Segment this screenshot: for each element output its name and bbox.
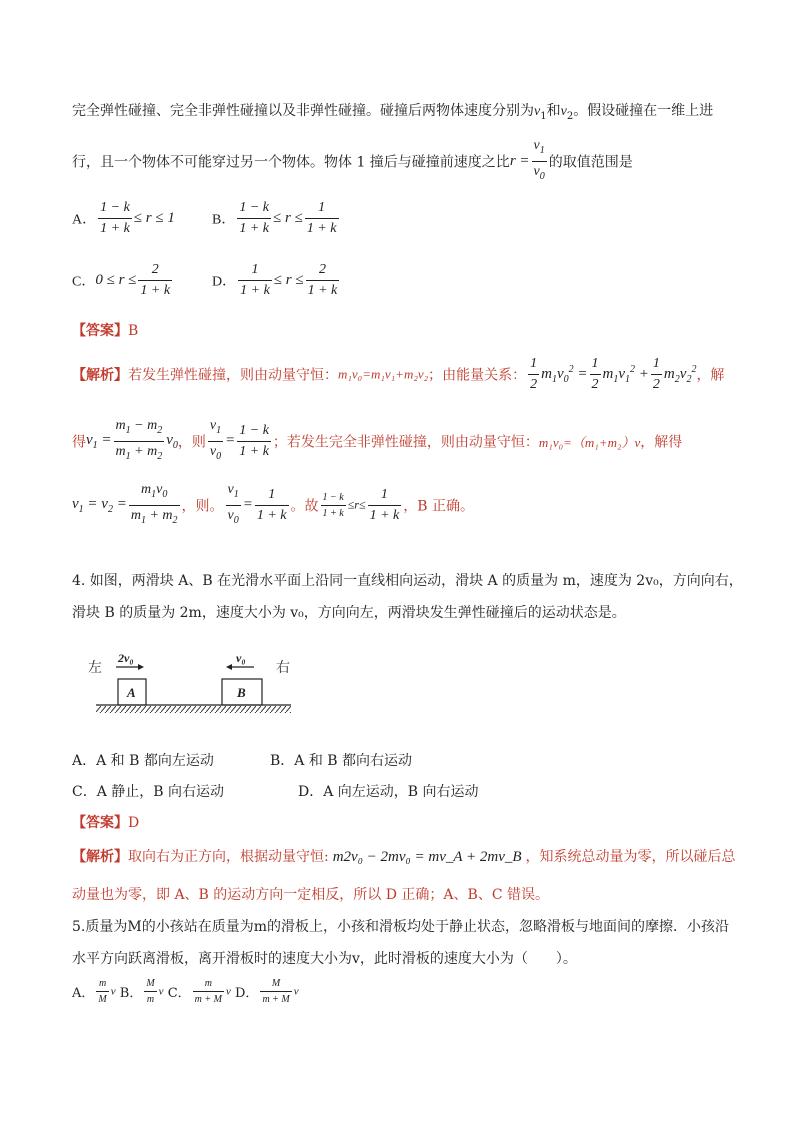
fig-right-label: 右 (276, 660, 290, 676)
q5-options (72, 978, 299, 1005)
q5-option-b: B． $\frac{M}{m}$ v (119, 978, 164, 1005)
fig-left-label: 左 (88, 660, 102, 676)
q4-line2: 滑块 B 的质量为 2m，速度大小为 v₀，方向向左，两滑块发生弹性碰撞后的运动状态是。 (72, 605, 626, 621)
q5-option-c: C． $\frac{m}{m + M}$ v (167, 978, 231, 1005)
ratio-fraction: $\frac{v_1}{v_0}$ (533, 138, 545, 182)
q3-line1: 完全弹性碰撞、完全非弹性碰撞以及非弹性碰撞。碰撞后两物体速度分别为$v_1$和$v_2$。假设碰撞在一维上进 (72, 103, 714, 122)
q5-option-a: A． $\frac{m}{M}$ v (72, 978, 116, 1005)
q4-analysis-line2: 动量也为零，即 A、B 的运动方向一定相反，所以 D 正确；A、B、C 错误。 (72, 887, 549, 903)
q4-option-d: D．A 向左运动，B 向右运动 (298, 784, 479, 800)
q3-answer: 【答案】B (72, 323, 139, 339)
q3-line2: 行，且一个物体不可能穿过另一个物体。物体 1 撞后与碰撞前速度之比r = $\frac{v_1}{v_0}$ 的取值范围是 (72, 138, 633, 185)
q5-line1: 5.质量为M的小孩站在质量为m的滑板上，小孩和滑板均处于静止状态，忽略滑板与地面间的摩擦．小孩沿 (72, 919, 729, 935)
q4-option-a: A．A 和 B 都向左运动 (72, 753, 214, 769)
q4-answer: 【答案】D (72, 815, 140, 831)
q3-analysis-line3: $v_1 = v_2$ = $\frac{m_1v_0}{m_1 + m_2}$ ，则。 $\frac{v_1}{v_0}$ = $\frac{1}{1 + k}$ 。故 $\frac{1 - k}{1 + k}$ ≤r≤ $\frac{1}{1 + k}$ ，B 正确。 (72, 482, 474, 526)
q4-figure (86, 646, 296, 720)
svg-text:B: B (237, 685, 246, 700)
q3-analysis-line1: 【解析】若发生弹性碰撞，则由动量守恒：m₁v₀=m₁v₁+m₂v₂；由能量关系： $\frac{1}{2}$ $m_1v_0^2$ = $\frac{1}{2}$ $m_1v_1^2$ + $\frac{1}{2}$ $m_2v_2^2$，解 (72, 356, 725, 392)
q5-option-d: D． $\frac{M}{m + M}$ v (235, 978, 299, 1005)
fig-velocity-a: 2v₀ (118, 651, 134, 665)
q4-option-b: B．A 和 B 都向右运动 (270, 753, 413, 769)
fig-velocity-b: v₀ (236, 651, 246, 665)
q5-line2: 水平方向跃离滑板，离开滑板时的速度大小为v，此时滑板的速度大小为（ ）。 (72, 951, 577, 967)
q3-option-b: B． $\frac{1 - k}{1 + k}$ ≤ r ≤ $\frac{1}{1 + k}$ (212, 200, 337, 236)
svg-text:A: A (127, 685, 136, 700)
q3-option-d: D． $\frac{1}{1 + k}$ ≤ r ≤ $\frac{2}{1 + k}$ (212, 262, 338, 298)
q3-option-a: A． $\frac{1 - k}{1 + k}$ ≤ r ≤ 1 (72, 200, 175, 236)
q3-analysis-line2: 得$v_1$ = $\frac{m_1 - m_2}{m_1 + m_2}$ $v_0$，则 $\frac{v_1}{v_0}$ = $\frac{1 - k}{1 + k}$ ；若发生完全非弹性碰撞，则由动量守恒：m₁v₀=（m₁+m₂）v，解得 (72, 418, 683, 462)
q3-option-c: C．0 ≤ r ≤ $\frac{2}{1 + k}$ (72, 262, 171, 298)
q4-option-c: C．A 静止，B 向右运动 (72, 784, 225, 800)
q4-line1: 4. 如图，两滑块 A、B 在光滑水平面上沿同一直线相向运动，滑块 A 的质量为 m，速度为 2v₀，方向向右， (72, 573, 743, 589)
fig-ground-hatch (96, 706, 291, 713)
q4-analysis-line1: 【解析】取向右为正方向，根据动量守恒: m2v₀ − 2mv₀ = mv_A + 2mv_B ，知系统总动量为零，所以碰后总 (72, 849, 736, 865)
